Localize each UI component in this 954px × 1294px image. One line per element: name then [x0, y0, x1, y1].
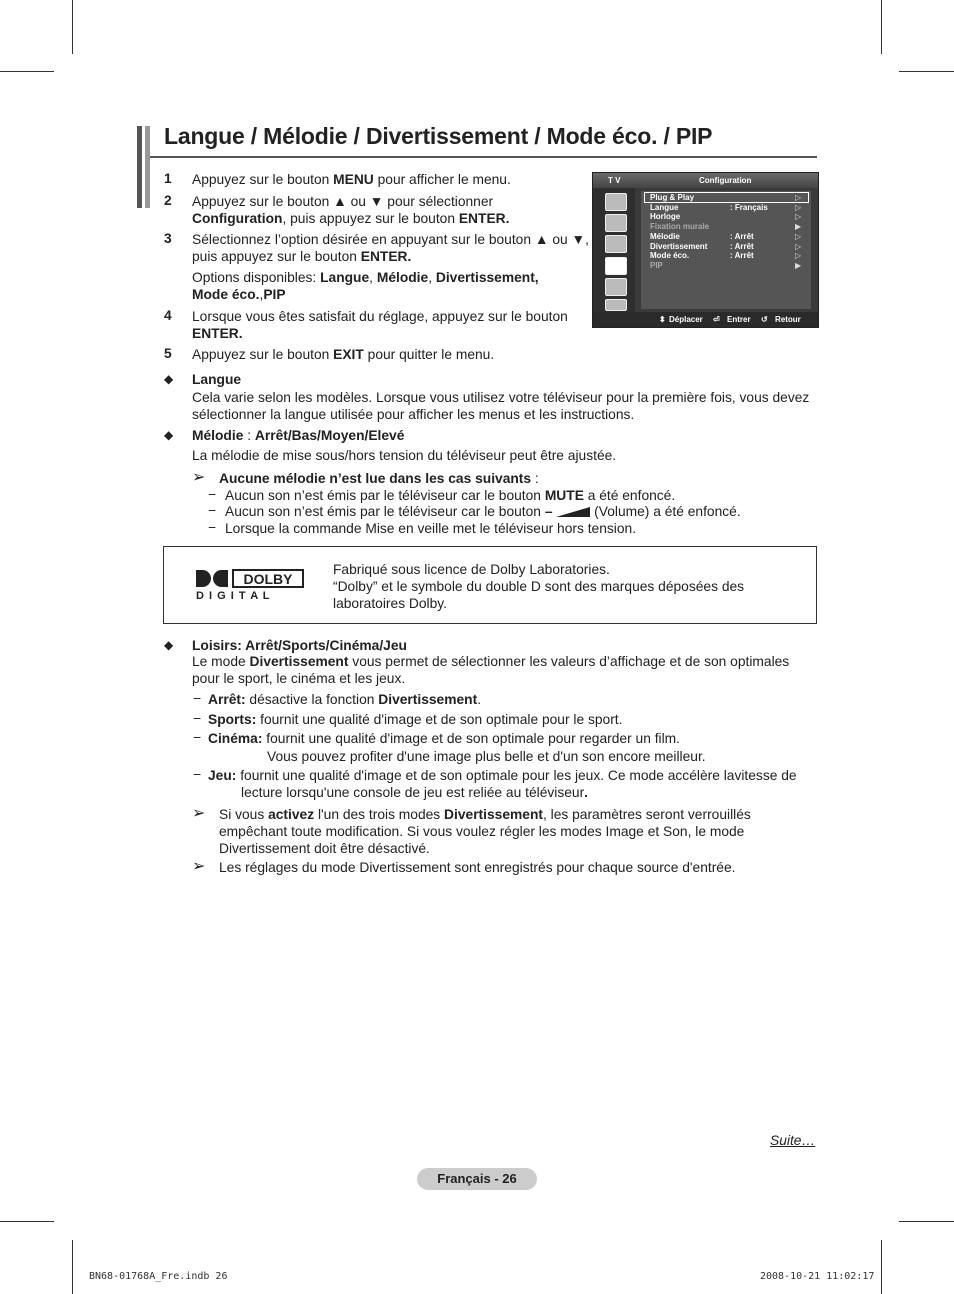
loisirs-note: Si vous activez l'un des trois modes Divertissement, les paramètres seront verrouillés empêchant toute modification. Si vous voulez régler les modes Image et Son, le mode Divertissement doit être désactivé.: [219, 807, 751, 856]
step-text: Lorsque vous êtes satisfait du réglage, appuyez sur le bouton ENTER.: [192, 309, 568, 341]
enter-icon: ⏎: [713, 315, 720, 324]
tv-menu-value: : Arrêt: [730, 241, 754, 251]
langue-desc: Cela varie selon les modèles. Lorsque vous utilisez votre téléviseur pour la première fois, vous devez sélectionner la langue utilisée pour afficher les menus et les instructions.: [192, 390, 810, 422]
note-arrow-icon: ➢: [192, 858, 206, 875]
dolby-digital-logo: DOLBY D I G I T A L: [196, 568, 308, 602]
tv-foot-enter: Entrer: [727, 315, 751, 324]
tv-arrow-icon: ▶: [795, 222, 802, 232]
tv-arrow-icon: ▶: [795, 260, 802, 270]
tv-foot-move: Déplacer: [669, 315, 703, 324]
mode-cinema: Cinéma: fournit une qualité d'image et de son optimale pour regarder un film.: [208, 731, 680, 746]
tv-menu-screenshot: [592, 172, 819, 328]
step-number: 3: [164, 231, 172, 246]
tv-arrow-icon: ▷: [795, 193, 802, 202]
setup-gear-icon: [605, 257, 627, 275]
tv-menu-footer: [593, 312, 818, 327]
print-filename: BN68-01768A_Fre.indb 26: [89, 1271, 228, 1282]
picture-icon: [605, 193, 627, 211]
step-options: Options disponibles: Langue, Mélodie, Divertissement, Mode éco.,PIP: [192, 270, 539, 302]
step-number: 4: [164, 308, 172, 323]
dash-icon: −: [193, 767, 202, 782]
dash-icon: −: [193, 730, 202, 745]
title-accent-bar: [145, 126, 150, 208]
note-arrow-icon: ➢: [192, 805, 206, 822]
dash-icon: −: [208, 503, 217, 518]
page-number: Français - 26: [417, 1168, 537, 1190]
section-title-melodie: Mélodie : Arrêt/Bas/Moyen/Elevé: [192, 428, 405, 443]
tv-menu-title: Configuration: [699, 176, 752, 185]
step-number: 1: [164, 171, 172, 186]
tv-menu-item: Mode éco.: [650, 251, 690, 261]
loisirs-note: Les réglages du mode Divertissement sont enregistrés pour chaque source d'entrée.: [219, 860, 736, 875]
digital-icon: [605, 299, 627, 311]
input-icon: [605, 278, 627, 296]
dash-icon: −: [208, 520, 217, 535]
mode-arret: Arrêt: désactive la fonction Divertissement.: [208, 692, 482, 707]
print-timestamp: 2008-10-21 11:02:17: [760, 1271, 875, 1282]
dolby-text: Fabriqué sous licence de Dolby Laboratories. “Dolby” et le symbole du double D sont des marques déposées des laboratoires Dolby.: [333, 562, 745, 611]
crop-mark: [881, 1240, 882, 1294]
page-title: Langue / Mélodie / Divertissement / Mode éco. / PIP: [164, 123, 713, 149]
tv-menu-item: Langue: [650, 202, 679, 212]
tv-menu-value: : Français: [730, 202, 768, 212]
melodie-case: Aucun son n’est émis par le téléviseur car le bouton – (Volume) a été enfoncé.: [225, 504, 741, 519]
dash-icon: −: [193, 691, 202, 706]
continued-label: Suite…: [770, 1133, 816, 1148]
melodie-desc: La mélodie de mise sous/hors tension du téléviseur peut être ajustée.: [192, 448, 617, 463]
mode-jeu: Jeu: fournit une qualité d'image et de son optimale pour les jeux. Ce mode accélère lavitesse de: [208, 768, 797, 783]
move-icon: ⬍: [659, 315, 666, 324]
step-text: Appuyez sur le bouton EXIT pour quitter le menu.: [192, 347, 495, 362]
dash-icon: −: [208, 487, 217, 502]
tv-arrow-icon: ▷: [795, 231, 802, 241]
note-arrow-icon: ➢: [192, 469, 206, 486]
section-title-langue: Langue: [192, 372, 242, 387]
tv-menu-item: Plug & Play: [650, 193, 695, 202]
step-number: 2: [164, 193, 172, 208]
tv-arrow-icon: ▷: [795, 251, 802, 261]
step-text: Appuyez sur le bouton MENU pour afficher le menu.: [192, 172, 511, 187]
title-accent-bar: [137, 126, 142, 208]
tv-arrow-icon: ▷: [795, 202, 802, 212]
crop-mark: [899, 71, 954, 72]
crop-mark: [0, 71, 54, 72]
melodie-case: Aucun son n’est émis par le téléviseur car le bouton MUTE a été enfoncé.: [225, 488, 676, 503]
crop-mark: [0, 1221, 54, 1222]
tv-foot-back: Retour: [775, 315, 801, 324]
loisirs-desc: Le mode Divertissement vous permet de sélectionner les valeurs d’affichage et de son optimales pour le sport, le cinéma et les jeux.: [192, 654, 790, 686]
crop-mark: [899, 1221, 954, 1222]
mode-cinema-cont: Vous pouvez profiter d'une image plus belle et d'un son encore meilleur.: [267, 749, 706, 764]
volume-icon: [556, 507, 590, 517]
tv-menu-item: PIP: [650, 260, 663, 270]
crop-mark: [881, 0, 882, 54]
melodie-case: Lorsque la commande Mise en veille met le téléviseur hors tension.: [225, 521, 637, 536]
tv-menu-item: Divertissement: [650, 241, 708, 251]
return-icon: ↺: [761, 315, 768, 324]
crop-mark: [72, 1240, 73, 1294]
tv-menu-value: : Arrêt: [730, 251, 754, 261]
step-text: Sélectionnez l’option désirée en appuyant sur le bouton ▲ ou ▼, puis appuyez sur le bouton ENTER.: [192, 232, 590, 264]
diamond-icon: ◆: [164, 372, 174, 386]
tv-tab: T V: [608, 176, 621, 185]
dash-icon: −: [193, 711, 202, 726]
mode-sports: Sports: fournit une qualité d'image et de son optimale pour le sport.: [208, 712, 623, 727]
step-number: 5: [164, 346, 172, 361]
sound-icon: [605, 214, 627, 232]
tv-menu-item: Horloge: [650, 212, 681, 222]
diamond-icon: ◆: [164, 638, 174, 652]
tv-arrow-icon: ▷: [795, 212, 802, 222]
tv-menu-item: Fixation murale: [650, 222, 710, 232]
channel-icon: [605, 235, 627, 253]
dolby-notice-box: [163, 546, 817, 624]
melodie-note: Aucune mélodie n’est lue dans les cas suivants :: [219, 471, 539, 486]
mode-jeu-cont: lecture lorsqu'une console de jeu est reliée au téléviseur.: [241, 785, 589, 800]
crop-mark: [72, 0, 73, 54]
diamond-icon: ◆: [164, 428, 174, 442]
title-rule: [150, 156, 817, 158]
tv-menu-item: Mélodie: [650, 231, 680, 241]
section-title-loisirs: Loisirs: Arrêt/Sports/Cinéma/Jeu: [192, 638, 407, 653]
step-text: Appuyez sur le bouton ▲ ou ▼ pour sélectionner Configuration, puis appuyez sur le bouton ENTER.: [192, 194, 510, 226]
tv-menu-value: : Arrêt: [730, 231, 754, 241]
tv-arrow-icon: ▷: [795, 241, 802, 251]
